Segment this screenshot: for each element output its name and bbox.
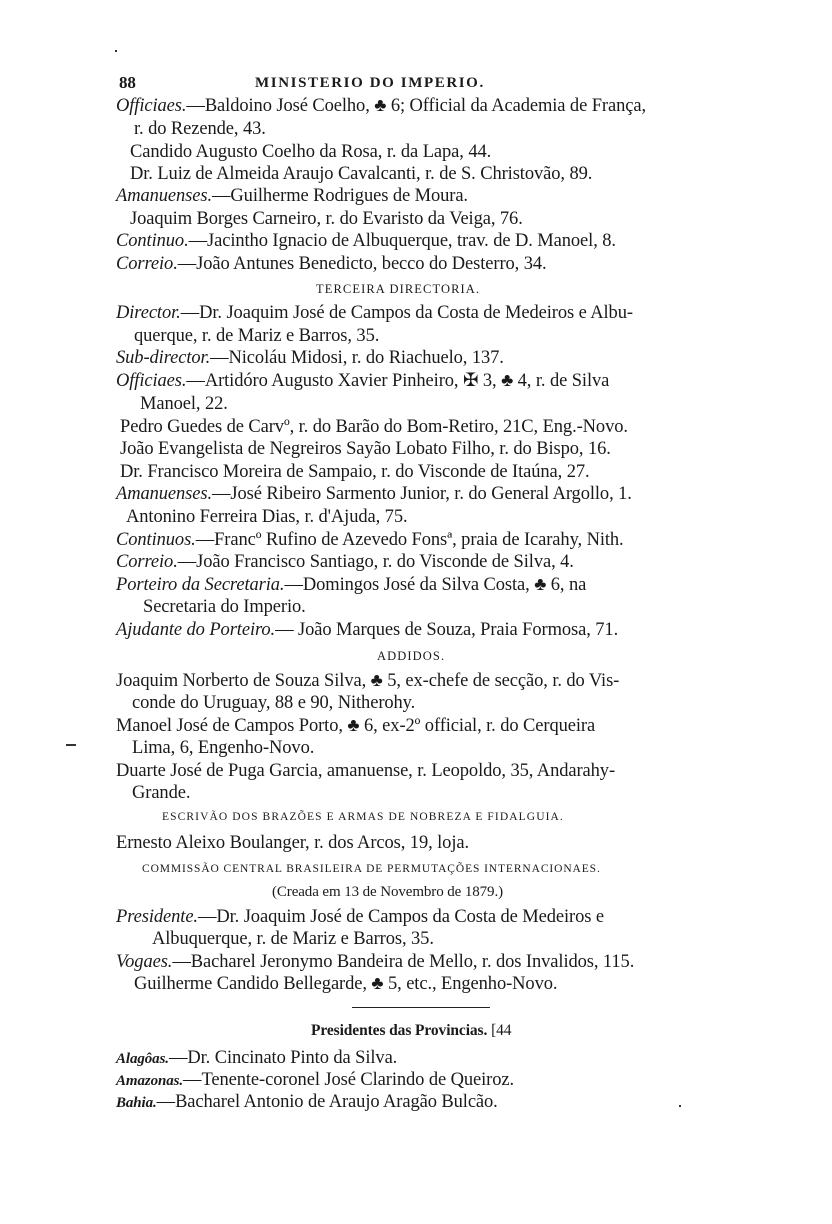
staff-entry: Dr. Francisco Moreira de Sampaio, r. do Visconde de Itaúna, 27.	[120, 462, 590, 482]
amanuenses-entry: Amanuenses.—José Ribeiro Sarmento Junior, r. do General Argollo, 1.	[116, 484, 632, 504]
addido-entry: Manoel José de Campos Porto, ♣ 6, ex-2º official, r. do Cerqueira	[116, 716, 596, 736]
scan-speck	[679, 1105, 681, 1107]
staff-entry: Joaquim Borges Carneiro, r. do Evaristo da Veiga, 76.	[130, 209, 523, 229]
section-divider	[352, 1007, 490, 1008]
entry-continuation: Manoel, 22.	[140, 394, 228, 414]
staff-entry: Dr. Luiz de Almeida Araujo Cavalcanti, r. de S. Christovão, 89.	[130, 164, 593, 184]
section-heading: TERCEIRA DIRECTORIA.	[316, 282, 481, 296]
officiaes-entry: Officiaes.—Artidóro Augusto Xavier Pinheiro, ✠ 3, ♣ 4, r. de Silva	[116, 371, 610, 391]
scan-speck	[66, 744, 76, 746]
addido-entry: Joaquim Norberto de Souza Silva, ♣ 5, ex-chefe de secção, r. do Vis-	[116, 671, 620, 691]
escrivao-entry: Ernesto Aleixo Boulanger, r. dos Arcos, 19, loja.	[116, 833, 470, 853]
section-heading: ADDIDOS.	[377, 649, 446, 663]
entry-continuation: r. do Rezende, 43.	[134, 119, 266, 139]
correio-entry: Correio.—João Antunes Benedicto, becco do Desterro, 34.	[116, 254, 547, 274]
presidente-entry: Presidente.—Dr. Joaquim José de Campos da Costa de Medeiros e	[116, 907, 605, 927]
correio-entry: Correio.—João Francisco Santiago, r. do Visconde de Silva, 4.	[116, 552, 574, 572]
staff-entry: Guilherme Candido Bellegarde, ♣ 5, etc., Engenho-Novo.	[134, 974, 558, 994]
staff-entry: Antonino Ferreira Dias, r. d'Ajuda, 75.	[126, 507, 408, 527]
section-note: (Creada em 13 de Novembro de 1879.)	[272, 884, 504, 900]
entry-continuation: Secretaria do Imperio.	[143, 597, 306, 617]
province-entry: Alagôas.—Dr. Cincinato Pinto da Silva.	[116, 1048, 398, 1068]
staff-entry: Candido Augusto Coelho da Rosa, r. da Lapa, 44.	[130, 142, 492, 162]
continuo-entry: Continuo.—Jacintho Ignacio de Albuquerque, trav. de D. Manoel, 8.	[116, 231, 616, 251]
page-number: 88	[119, 73, 136, 92]
section-heading: COMMISSÃO CENTRAL BRASILEIRA DE PERMUTAÇÕES INTERNACIONAES.	[142, 863, 601, 875]
vogaes-entry: Vogaes.—Bacharel Jeronymo Bandeira de Mello, r. dos Invalidos, 115.	[116, 952, 635, 972]
scan-speck	[115, 50, 117, 52]
section-heading: ESCRIVÃO DOS BRAZÕES E ARMAS DE NOBREZA E FIDALGUIA.	[162, 811, 564, 823]
section-heading: Presidentes das Provincias. [44	[311, 1022, 512, 1039]
footnote-reference: [44	[491, 1022, 512, 1039]
amanuenses-entry: Amanuenses.—Guilherme Rodrigues de Moura.	[116, 186, 468, 206]
porteiro-entry: Porteiro da Secretaria.—Domingos José da Silva Costa, ♣ 6, na	[116, 575, 587, 595]
entry-continuation: conde do Uruguay, 88 e 90, Nitherohy.	[132, 693, 416, 713]
officiaes-entry: Officiaes.—Baldoino José Coelho, ♣ 6; Official da Academia de França,	[116, 96, 646, 116]
province-entry: Amazonas.—Tenente-coronel José Clarindo de Queiroz.	[116, 1070, 515, 1090]
sub-director-entry: Sub-director.—Nicoláu Midosi, r. do Riachuelo, 137.	[116, 348, 504, 368]
entry-continuation: Grande.	[132, 783, 191, 803]
staff-entry: João Evangelista de Negreiros Sayão Lobato Filho, r. do Bispo, 16.	[120, 439, 611, 459]
entry-continuation: Albuquerque, r. de Mariz e Barros, 35.	[152, 929, 434, 949]
staff-entry: Pedro Guedes de Carvº, r. do Barão do Bom-Retiro, 21C, Eng.-Novo.	[120, 417, 628, 437]
continuos-entry: Continuos.—Francº Rufino de Azevedo Fonsª, praia de Icarahy, Nith.	[116, 530, 624, 550]
addido-entry: Duarte José de Puga Garcia, amanuense, r. Leopoldo, 35, Andarahy-	[116, 761, 616, 781]
director-entry: Director.—Dr. Joaquim José de Campos da Costa de Medeiros e Albu-	[116, 303, 633, 323]
province-entry: Bahia.—Bacharel Antonio de Araujo Aragão Bulcão.	[116, 1092, 498, 1112]
running-title: MINISTERIO DO IMPERIO.	[255, 75, 485, 91]
ajudante-entry: Ajudante do Porteiro.— João Marques de Souza, Praia Formosa, 71.	[116, 620, 619, 640]
entry-continuation: Lima, 6, Engenho-Novo.	[132, 738, 315, 758]
entry-continuation: querque, r. de Mariz e Barros, 35.	[134, 326, 380, 346]
